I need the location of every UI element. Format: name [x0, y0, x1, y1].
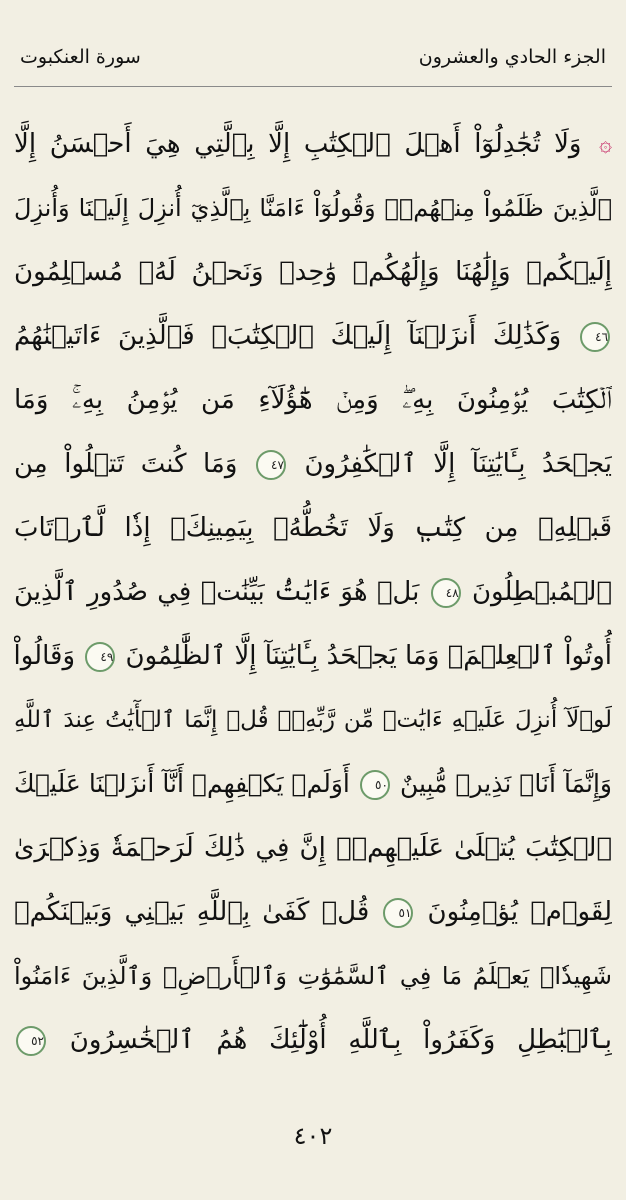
text-line-5 — [14, 368, 612, 432]
text-line-13 — [14, 880, 612, 944]
text-line-3 — [14, 240, 612, 304]
ayah-number-marker: ٤٦ — [580, 322, 610, 352]
verse-text: بَلۡ هُوَ ءَايَٰتُۢ بَيِّنَٰتٞ فِي صُدُورِ ٱلَّذِينَ — [14, 577, 420, 607]
ayah-number-marker: ٥٠ — [360, 770, 390, 800]
verse-text: أُوتُواْ ٱلۡعِلۡمَۚ وَمَا يَجۡحَدُ بِـَٔايَٰتِنَآ إِلَّا ٱلظَّٰلِمُونَ — [125, 641, 612, 671]
verse-text: وَكَذَٰلِكَ أَنزَلۡنَآ إِلَيۡكَ ٱلۡكِتَٰبَۚ فَٱلَّذِينَ ءَاتَيۡنَٰهُمُ — [14, 321, 562, 351]
text-line-15 — [14, 1008, 612, 1072]
ayah-number-marker: ٥١ — [383, 898, 413, 928]
verse-text: وَمَا كُنتَ تَتۡلُواْ مِن — [14, 449, 238, 479]
verse-text: ٱلۡمُبۡطِلُونَ — [471, 577, 612, 607]
text-line-1 — [14, 112, 612, 176]
surah-title: سورة العنكبوت — [20, 46, 141, 68]
juz-title: الجزء الحادي والعشرون — [418, 46, 606, 68]
text-line-6 — [14, 432, 612, 496]
text-line-8 — [14, 560, 612, 624]
ayah-number-marker: ٤٨ — [431, 578, 461, 608]
text-line-11 — [14, 752, 612, 816]
verse-text: أَوَلَمۡ يَكۡفِهِمۡ أَنَّآ أَنزَلۡنَا عَلَيۡكَ — [14, 769, 350, 798]
text-line-7 — [14, 496, 612, 560]
page-number: ٤٠٢ — [293, 1122, 333, 1150]
verse-text: وَلَا تُجَٰدِلُوٓاْ أَهۡلَ ٱلۡكِتَٰبِ إِلَّا بِٱلَّتِي هِيَ أَحۡسَنُ إِلَّا — [14, 129, 582, 159]
header-divider — [14, 86, 612, 87]
verse-text: وَإِنَّمَآ أَنَا۠ نَذِيرٞ مُّبِينٌ — [399, 769, 612, 798]
ayah-number-marker: ٤٩ — [85, 642, 115, 672]
text-line-4 — [14, 304, 612, 368]
verse-text: قَبۡلِهِۦ مِن كِتَٰبٖ وَلَا تَخُطُّهُۥ بِيَمِينِكَۖ إِذٗا لَّٱرۡتَابَ — [14, 513, 612, 543]
ayah-number-marker: ٤٧ — [256, 450, 286, 480]
verse-text: قُلۡ كَفَىٰ بِٱللَّهِ بَيۡنِي وَبَيۡنَكُمۡ — [14, 897, 370, 927]
page-header — [0, 0, 626, 90]
hizb-marker-icon: ۞ — [599, 131, 612, 157]
verse-text: ٱلۡكِتَٰبَ يُتۡلَىٰ عَلَيۡهِمۡۚ إِنَّ فِي ذَٰلِكَ لَرَحۡمَةٗ وَذِكۡرَىٰ — [14, 833, 612, 863]
ayah-number-marker: ٥٢ — [16, 1026, 46, 1056]
verse-text: لَوۡلَآ أُنزِلَ عَلَيۡهِ ءَايَٰتٞ مِّن رَّبِّهِۦۖ قُلۡ إِنَّمَا ٱلۡأٓيَٰتُ عِندَ ٱللَّهِ — [14, 707, 612, 733]
text-line-9 — [14, 624, 612, 688]
text-line-10 — [14, 688, 612, 752]
verse-text: ٱلۡكِتَٰبَ يُؤۡمِنُونَ بِهِۦۖ وَمِنۡ هَٰٓؤُلَآءِ مَن يُؤۡمِنُ بِهِۦۚ وَمَا — [14, 385, 612, 415]
verse-text: شَهِيدٗاۖ يَعۡلَمُ مَا فِي ٱلسَّمَٰوَٰتِ وَٱلۡأَرۡضِۗ وَٱلَّذِينَ ءَامَنُواْ — [14, 962, 612, 990]
text-line-12 — [14, 816, 612, 880]
text-line-2 — [14, 176, 612, 240]
text-line-14 — [14, 944, 612, 1008]
verse-text: لِقَوۡمٖ يُؤۡمِنُونَ — [427, 897, 612, 927]
verse-text: ٱلَّذِينَ ظَلَمُواْ مِنۡهُمۡۖ وَقُولُوٓاْ ءَامَنَّا بِٱلَّذِيٓ أُنزِلَ إِلَيۡنَا وَأُنزِلَ — [14, 194, 612, 222]
verse-text: يَجۡحَدُ بِـَٔايَٰتِنَآ إِلَّا ٱلۡكَٰفِرُونَ — [304, 449, 612, 479]
verse-text: بِٱلۡبَٰطِلِ وَكَفَرُواْ بِٱللَّهِ أُوْلَٰٓئِكَ هُمُ ٱلۡخَٰسِرُونَ — [69, 1025, 612, 1055]
verse-text: وَقَالُواْ — [14, 641, 75, 671]
quran-page-text — [14, 112, 612, 1072]
verse-text: إِلَيۡكُمۡ وَإِلَٰهُنَا وَإِلَٰهُكُمۡ وَٰحِدٞ وَنَحۡنُ لَهُۥ مُسۡلِمُونَ — [14, 257, 612, 287]
